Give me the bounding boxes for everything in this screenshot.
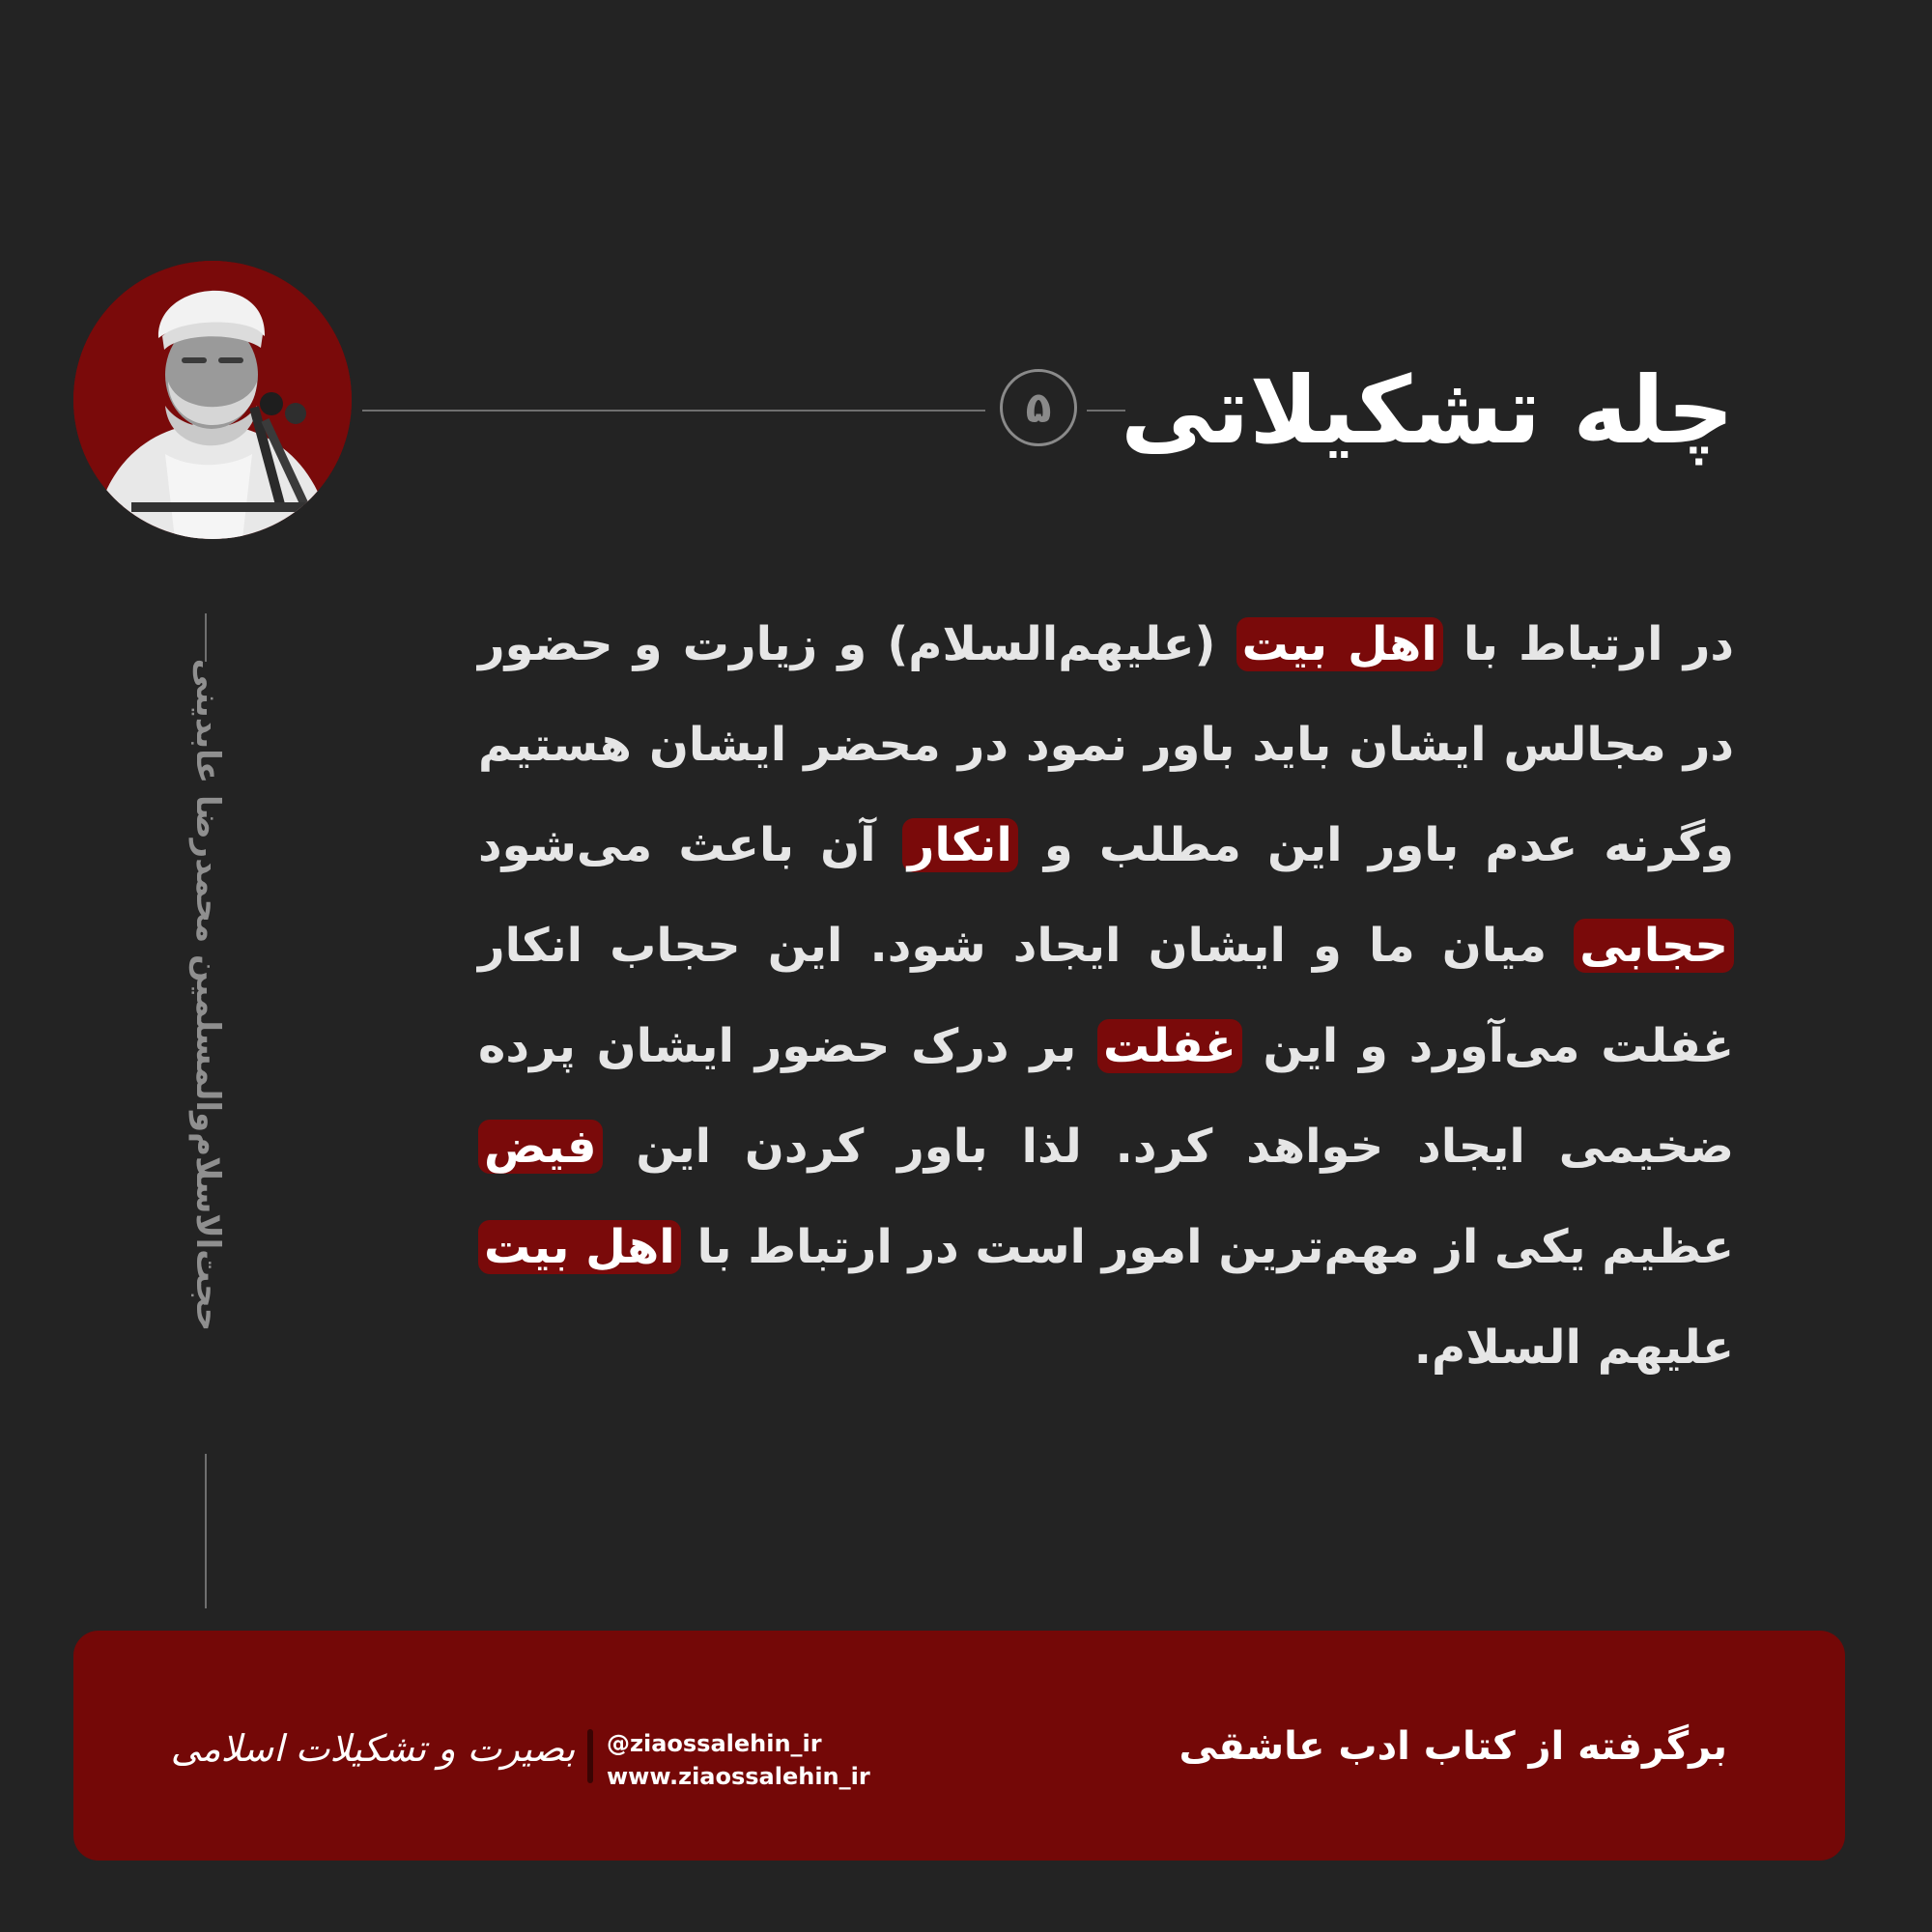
speaker-name: حجت‌الاسلام‌والمسلمین محمدرضا عابدینی — [188, 658, 227, 1332]
highlighted-keyword: حجابی — [1574, 919, 1734, 973]
speaker-portrait — [73, 261, 352, 539]
episode-number-badge: ۵ — [1000, 369, 1077, 446]
quote-text-segment: (علیهم‌السلام) و زیارت و حضور در مجالس ایشان باید باور نمود در محضر ایشان هستیم وگرنه عدم باور این مطلب و — [478, 617, 1735, 872]
title-row — [362, 348, 1734, 473]
speaker-name-column — [184, 613, 232, 1608]
quote-text-segment: علیهم السلام. — [1413, 1321, 1734, 1375]
quote-text-segment: آن باعث می‌شود — [478, 818, 902, 872]
instagram-handle[interactable]: @ziaossalehin_ir — [607, 1730, 822, 1757]
website-link[interactable]: www.ziaossalehin_ir — [607, 1763, 870, 1790]
social-divider — [587, 1729, 593, 1783]
source-credit: برگرفته از کتاب ادب عاشقی — [1179, 1724, 1727, 1769]
highlighted-keyword: اهل بیت — [1236, 617, 1443, 671]
social-links — [607, 1727, 870, 1793]
speaker-divider-bottom — [205, 1454, 207, 1608]
highlighted-keyword: غفلت — [1097, 1019, 1242, 1073]
highlighted-keyword: اهل بیت — [478, 1220, 681, 1274]
page-title: چله تشکیلاتی — [1121, 356, 1734, 465]
brand-signature: بصیرت و تشکیلات اسلامی — [170, 1727, 576, 1770]
speaker-divider-top — [205, 613, 207, 662]
title-divider-left — [362, 410, 985, 412]
quote-text-segment: میان ما و ایشان ایجاد شود. این حجاب انکار غفلت می‌آورد و این — [478, 919, 1734, 1073]
footer-banner — [73, 1631, 1845, 1861]
quote-text-segment: عظیم یکی از مهم‌ترین امور است در ارتباط با — [680, 1220, 1735, 1274]
highlighted-keyword: فیض — [478, 1120, 603, 1174]
quote-body — [478, 594, 1734, 1398]
quote-text-segment: در ارتباط با — [1442, 617, 1735, 671]
speaker-photo-illustration — [73, 261, 352, 539]
quote-text-segment: بر درک حضور ایشان پرده ضخیمی ایجاد خواهد کرد. لذا باور کردن این — [478, 1019, 1734, 1174]
highlighted-keyword: انکار — [902, 818, 1018, 872]
title-divider-right — [1087, 410, 1125, 412]
